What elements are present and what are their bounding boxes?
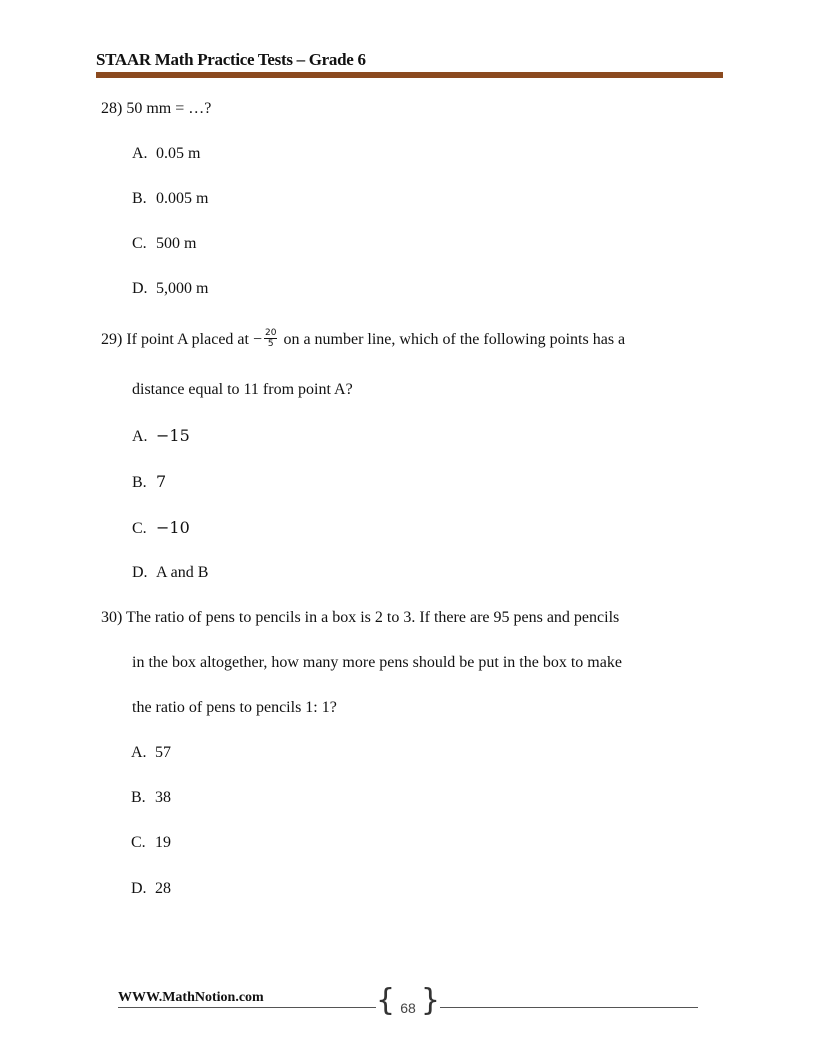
option-30-a <box>131 744 171 762</box>
question-30-line-2: in the box altogether, how many more pens should be put in the box to make <box>132 654 622 671</box>
option-letter: B. <box>131 789 146 806</box>
option-29-a <box>132 426 190 446</box>
option-text: 0.005 m <box>156 190 209 207</box>
option-text: 38 <box>155 789 171 806</box>
question-number: 29) <box>101 331 123 349</box>
fraction-numerator: 20 <box>264 328 277 338</box>
option-letter: A. <box>132 145 148 162</box>
option-letter: C. <box>132 520 147 537</box>
question-text-before: If point A placed at − <box>126 331 262 349</box>
option-text: 0.05 m <box>156 145 201 162</box>
option-text: −15 <box>156 426 190 445</box>
option-letter: A. <box>131 744 147 761</box>
question-number: 28) <box>101 100 123 117</box>
question-text: 50 mm = …? <box>126 100 212 117</box>
option-29-c <box>132 518 190 538</box>
option-letter: B. <box>132 474 147 491</box>
option-letter: C. <box>132 235 147 252</box>
option-text: A and B <box>156 564 209 581</box>
fraction-denominator: 5 <box>267 339 274 349</box>
question-text: The ratio of pens to pencils in a box is 2 to 3. If there are 95 pens and pencils <box>126 609 620 626</box>
question-30-line-3: the ratio of pens to pencils 1: 1? <box>132 699 337 716</box>
question-29 <box>101 330 625 351</box>
option-text: 7 <box>156 472 167 491</box>
option-30-c <box>131 834 171 852</box>
question-text-after: on a number line, which of the following points has a <box>279 331 626 349</box>
option-text: −10 <box>156 518 190 537</box>
option-letter: D. <box>132 280 148 297</box>
option-28-b <box>132 190 208 208</box>
option-29-b <box>132 472 166 492</box>
option-29-d <box>132 564 208 582</box>
question-29-line-2: distance equal to 11 from point A? <box>132 381 353 398</box>
option-text: 28 <box>155 880 171 897</box>
option-text: 500 m <box>156 235 197 252</box>
footer-rule-right <box>440 1007 698 1008</box>
option-30-d <box>131 880 171 898</box>
option-text: 57 <box>155 744 171 761</box>
option-30-b <box>131 789 171 807</box>
left-brace-icon: { <box>376 983 396 1018</box>
page-number: 68 <box>400 1000 416 1016</box>
right-brace-icon: } <box>420 983 440 1018</box>
question-number: 30) <box>101 609 123 626</box>
fraction <box>264 328 277 349</box>
question-30 <box>101 609 619 627</box>
footer-website: WWW.MathNotion.com <box>118 990 264 1005</box>
option-28-a <box>132 145 200 163</box>
option-letter: C. <box>131 834 146 851</box>
option-text: 19 <box>155 834 171 851</box>
question-28 <box>101 100 211 118</box>
option-28-c <box>132 235 196 253</box>
option-letter: D. <box>131 880 147 897</box>
option-letter: D. <box>132 564 148 581</box>
option-letter: A. <box>132 428 148 445</box>
footer-rule-left <box>118 1007 376 1008</box>
header-rule <box>96 72 723 78</box>
option-letter: B. <box>132 190 147 207</box>
option-28-d <box>132 280 208 298</box>
page-header-title: STAAR Math Practice Tests – Grade 6 <box>96 50 366 69</box>
option-text: 5,000 m <box>156 280 209 297</box>
page-number-box <box>376 983 440 1024</box>
